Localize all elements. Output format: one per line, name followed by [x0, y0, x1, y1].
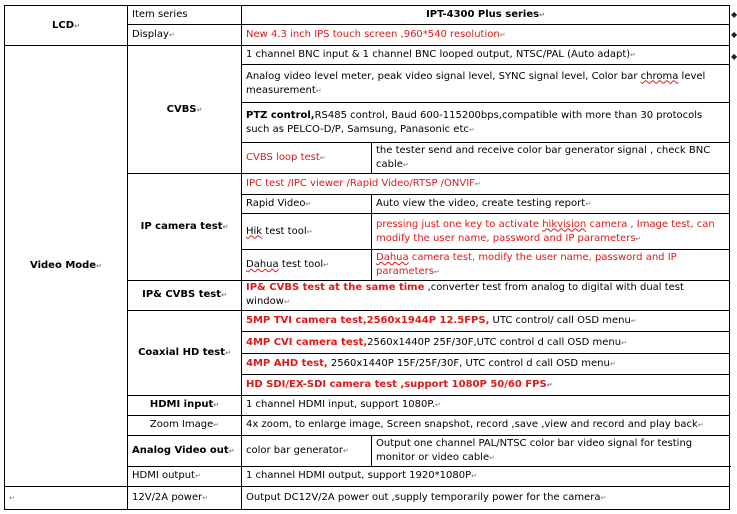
dahua-tool-desc: Dahua camera test, modify the user name, password and IP parameters↵	[372, 250, 730, 281]
section-analog-video-out: Analog Video out↵	[128, 435, 242, 466]
section-lcd: LCD↵	[5, 6, 128, 46]
row-end-mark: ◆	[731, 30, 737, 39]
color-bar-generator-label: color bar generator↵	[242, 435, 372, 466]
cvbs-spec-meter: Analog video level meter, peak video signal level, SYNC signal level, Color bar chroma level measurement↵	[242, 65, 730, 103]
hik-tool-desc: pressing just one key to activate hikvision camera , Image test, can modify the user name, password and IP parameters↵	[372, 214, 730, 250]
coaxial-sdi: HD SDI/EX-SDI camera test ,support 1080P 50/60 FPS↵	[242, 374, 730, 395]
row-end-mark: ◆	[731, 10, 737, 19]
table-row	[5, 486, 730, 509]
section-empty: ↵	[5, 486, 128, 509]
spec-table	[4, 5, 730, 510]
coaxial-ahd: 4MP AHD test, 2560x1440P 15F/25F/30F, UTC control d call OSD menu↵	[242, 353, 730, 374]
rapid-video-desc: Auto view the video, create testing report↵	[372, 195, 730, 214]
display-label: Display↵	[128, 25, 242, 46]
table-row	[5, 46, 730, 65]
power-desc: Output DC12V/2A power out ,supply temporarily power for the camera↵	[242, 486, 730, 509]
section-hdmi-output: HDMI output↵	[128, 466, 242, 486]
ip-cvbs-desc: IP& CVBS test at the same time ,converter test from analog to digital with dual test window↵	[242, 280, 730, 311]
cvbs-loop-label: CVBS loop test↵	[242, 143, 372, 174]
cvbs-loop-desc: the tester send and receive color bar generator signal , check BNC cable↵	[372, 143, 730, 174]
section-video-mode: Video Mode↵	[5, 46, 128, 487]
hdmi-input-desc: 1 channel HDMI input, support 1080P.↵	[242, 395, 730, 415]
zoom-image-label: Zoom Image↵	[128, 415, 242, 435]
coaxial-hd-label: Coaxial HD test↵	[128, 311, 242, 396]
coaxial-tvi: 5MP TVI camera test,2560x1944P 12.5FPS, UTC control/ call OSD menu↵	[242, 311, 730, 332]
hdmi-output-desc: 1 channel HDMI output, support 1920*1080P↵	[242, 466, 730, 486]
coaxial-cvi: 4MP CVI camera test,2560x1440P 25F/30F,UTC control d call OSD menu↵	[242, 332, 730, 353]
model-name: IPT-4300 Plus series↵	[242, 6, 730, 25]
zoom-image-desc: 4x zoom, to enlarge image, Screen snapshot, record ,save ,view and record and play back↵	[242, 415, 730, 435]
ip-cvbs-label: IP& CVBS test↵	[128, 280, 242, 311]
cvbs-label: CVBS↵	[128, 46, 242, 174]
cvbs-spec-input: 1 channel BNC input & 1 channel BNC looped output, NTSC/PAL (Auto adapt)↵	[242, 46, 730, 65]
ip-camera-label: IP camera test↵	[128, 173, 242, 280]
power-label: 12V/2A power↵	[128, 486, 242, 509]
item-series-label: Item series	[128, 6, 242, 25]
hik-tool-label: Hik test tool↵	[242, 214, 372, 250]
table-row	[5, 6, 730, 25]
display-value: New 4.3 inch IPS touch screen ,960*540 resolution↵	[242, 25, 730, 46]
dahua-tool-label: Dahua test tool↵	[242, 250, 372, 281]
cvbs-spec-ptz: PTZ control,RS485 control, Baud 600-115200bps,compatible with more than 30 protocols such as PELCO-D/P, Samsung, Panasonic etc↵	[242, 103, 730, 143]
rapid-video-label: Rapid Video↵	[242, 195, 372, 214]
ip-camera-header: IPC test /IPC viewer /Rapid Video/RTSP /ONVIF↵	[242, 173, 730, 194]
row-end-mark: ◆	[731, 52, 737, 61]
hdmi-input-label: HDMI input↵	[128, 395, 242, 415]
color-bar-generator-desc: Output one channel PAL/NTSC color bar video signal for testing monitor or video cable↵	[372, 435, 730, 466]
